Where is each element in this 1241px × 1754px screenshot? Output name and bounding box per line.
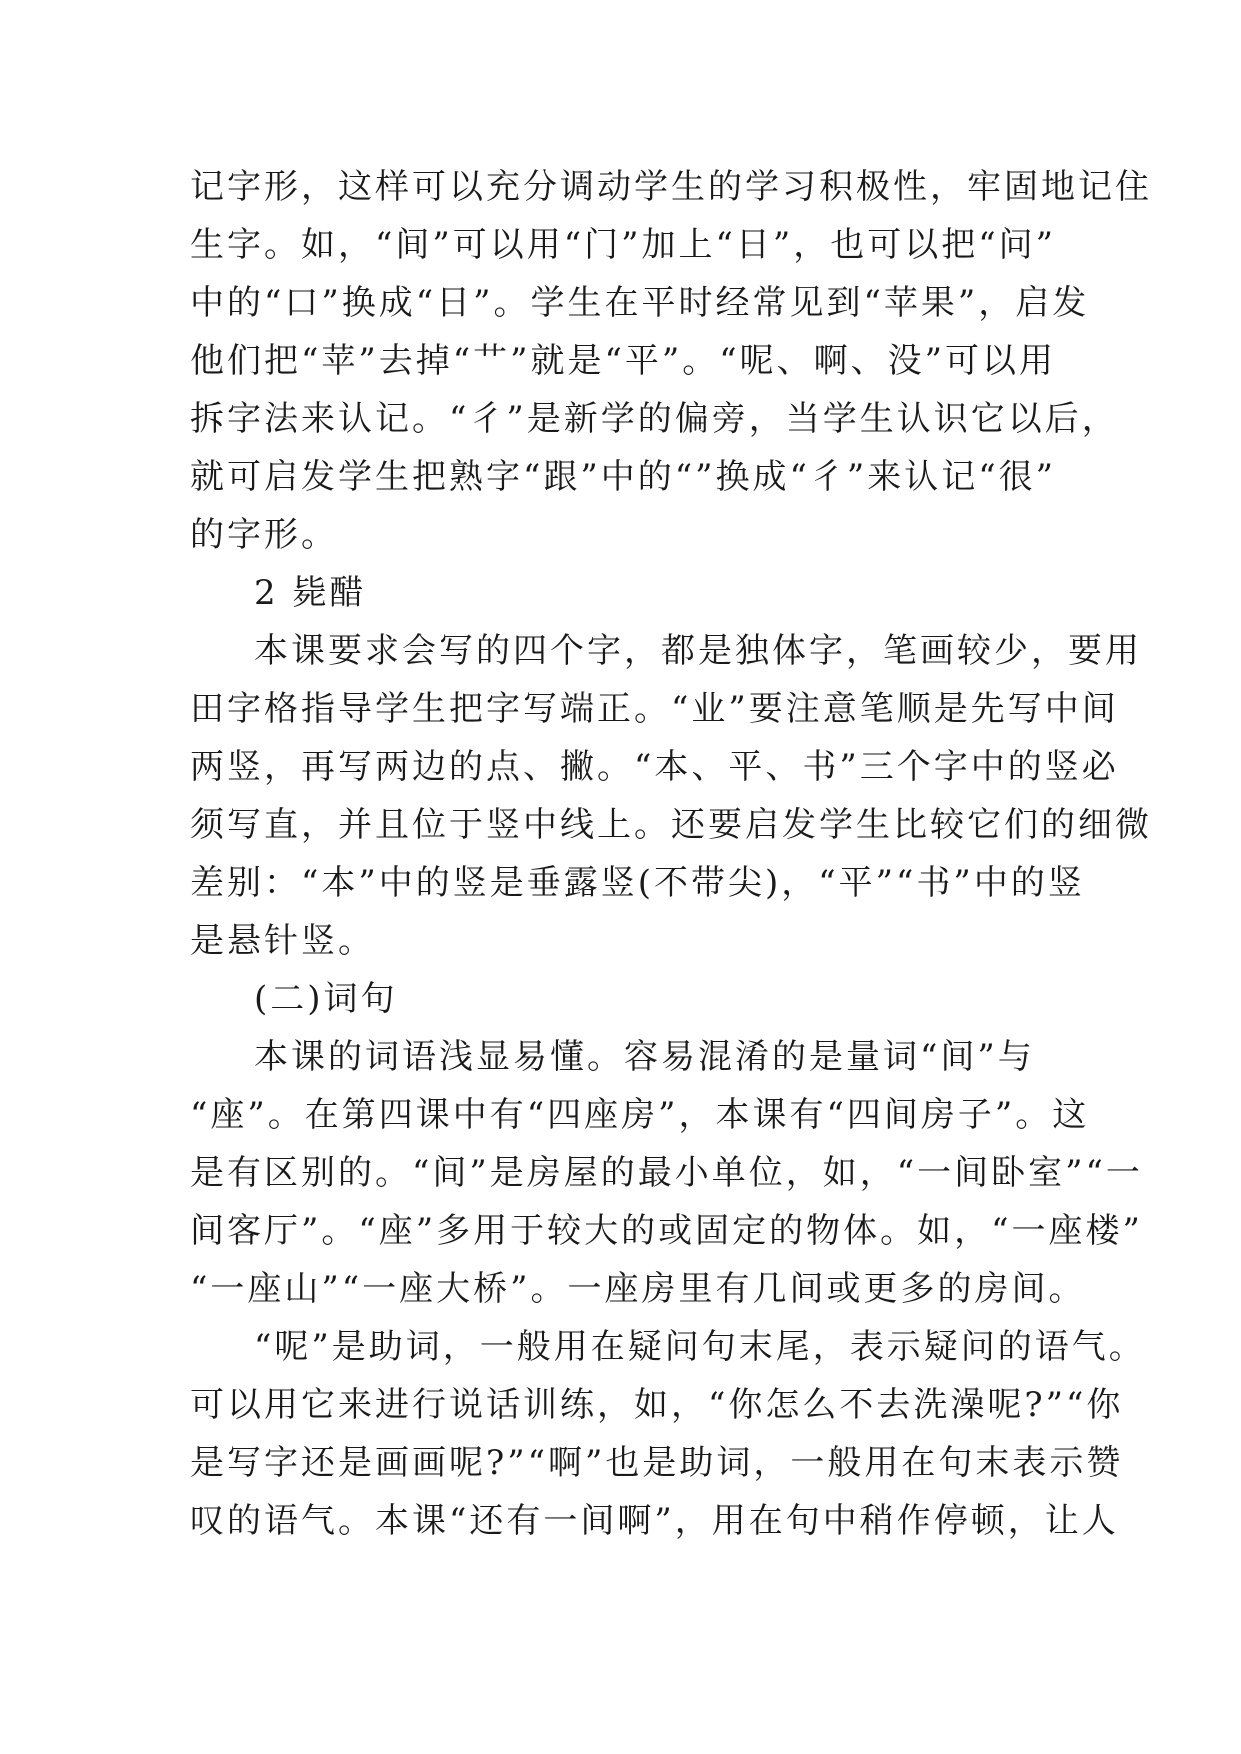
text-line: “一座山”“一座大桥”。一座房里有几间或更多的房间。 <box>190 1269 1086 1309</box>
section-heading: 2 毙醋 <box>254 573 367 613</box>
text-line: 本课的词语浅显易懂。容易混淆的是量词“间”与 <box>254 1037 1035 1077</box>
text-line: 生字。如，“间”可以用“门”加上“日”，也可以把“问” <box>190 225 1057 265</box>
text-line: 是有区别的。“间”是房屋的最小单位，如，“一间卧室”“一 <box>190 1153 1143 1193</box>
text-line: 两竖，再写两边的点、撇。“本、平、书”三个字中的竖必 <box>190 747 1119 787</box>
text-line: “呢”是助词，一般用在疑问句末尾，表示疑问的语气。 <box>254 1327 1146 1367</box>
text-line: 他们把“苹”去掉“艹”就是“平”。“呢、啊、没”可以用 <box>190 341 1057 381</box>
text-line: 是悬针竖。 <box>190 921 375 961</box>
text-line: 拆字法来认记。“彳”是新学的偏旁，当学生认识它以后， <box>190 399 1119 439</box>
section-heading: (二)词句 <box>254 979 398 1019</box>
text-line: 本课要求会写的四个字，都是独体字，笔画较少，要用 <box>254 631 1142 671</box>
text-line: 间客厅”。“座”多用于较大的或固定的物体。如，“一座楼” <box>190 1211 1143 1251</box>
text-line: 叹的语气。本课“还有一间啊”，用在句中稍作停顿，让人 <box>190 1501 1119 1541</box>
text-line: 的字形。 <box>190 515 338 555</box>
text-line: 记字形，这样可以充分调动学生的学习积极性，牢固地记住 <box>190 167 1152 207</box>
text-line: 是写字还是画画呢?”“啊”也是助词，一般用在句末表示赞 <box>190 1443 1124 1483</box>
text-line: 差别：“本”中的竖是垂露竖(不带尖)，“平”“书”中的竖 <box>190 863 1085 903</box>
text-line: 中的“口”换成“日”。学生在平时经常见到“苹果”，启发 <box>190 283 1090 323</box>
text-line: 田字格指导学生把字写端正。“业”要注意笔顺是先写中间 <box>190 689 1119 729</box>
text-line: 须写直，并且位于竖中线上。还要启发学生比较它们的细微 <box>190 805 1152 845</box>
text-line: “座”。在第四课中有“四座房”，本课有“四间房子”。这 <box>190 1095 1090 1135</box>
text-line: 就可启发学生把熟字“跟”中的“”换成“彳”来认记“很” <box>190 457 1057 497</box>
text-line: 可以用它来进行说话训练，如，“你怎么不去洗澡呢?”“你 <box>190 1385 1124 1425</box>
